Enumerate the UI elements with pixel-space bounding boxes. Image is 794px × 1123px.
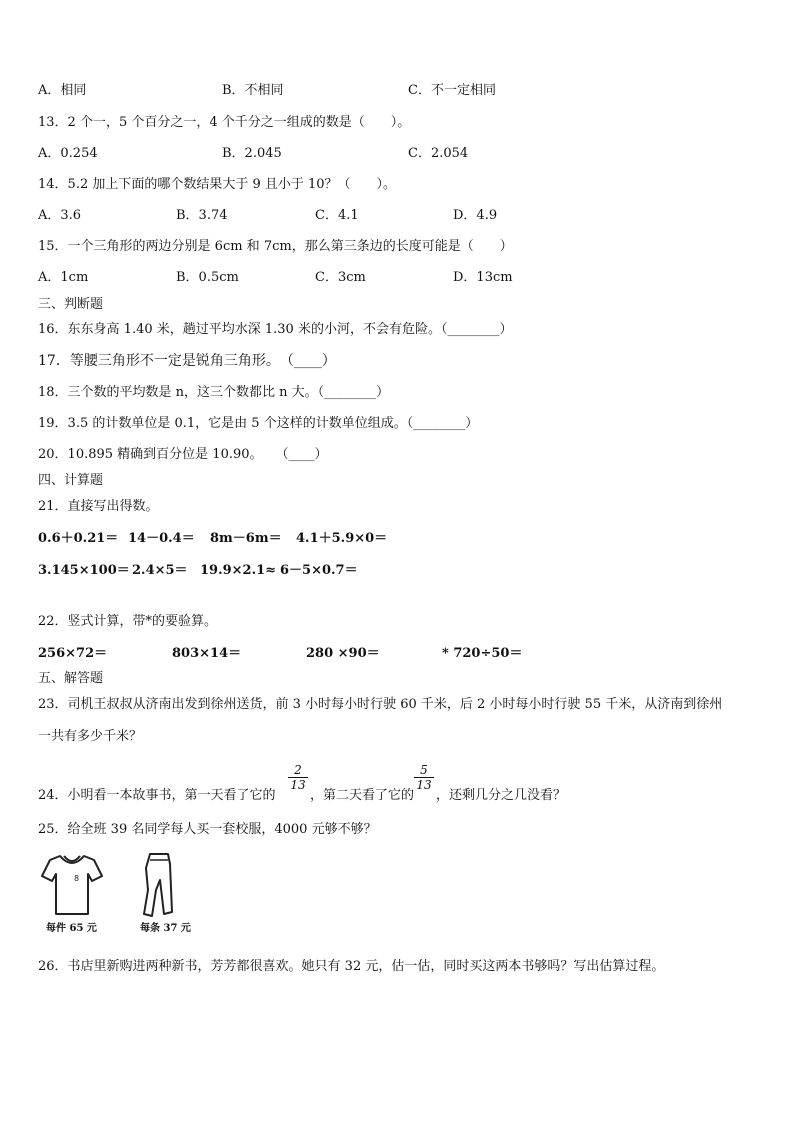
q16-statement: 16．东东身高 1.40 米，趟过平均水深 1.30 米的小河，不会有危险。（________）	[38, 322, 513, 337]
q12-option-a: A．相同	[38, 83, 87, 98]
section-4-heading: 四、计算题	[38, 473, 104, 488]
q13-question: 13．2 个一，5 个百分之一，4 个千分之一组成的数是（ ）。	[38, 115, 411, 130]
section-5-heading: 五、解答题	[38, 671, 104, 686]
q21-instruction: 21．直接写出得数。	[38, 499, 159, 514]
q14-option-a: A．3.6	[38, 208, 82, 223]
q21-expr-5: 3.145×100＝	[38, 563, 130, 578]
q23-line-1: 23．司机王叔叔从济南出发到徐州送货，前 3 小时每小时行驶 60 千米，后 2 小时每小时行驶 55 千米，从济南到徐州	[38, 697, 723, 712]
q13-option-c: C．2.054	[408, 146, 469, 161]
q12-option-b: B．不相同	[222, 83, 284, 98]
q21-expr-8: 6－5×0.7＝	[280, 563, 358, 578]
q21-expr-7: 19.9×2.1≈	[200, 563, 277, 578]
q21-expr-3: 8m－6m＝	[210, 531, 282, 546]
q14-option-c: C．4.1	[315, 208, 359, 223]
q26-question: 26．书店里新购进两种新书，芳芳都很喜欢。她只有 32 元，估一估，同时买这两本书够吗？写出估算过程。	[38, 959, 665, 974]
section-3-heading: 三、判断题	[38, 297, 104, 312]
q15-option-a: A．1cm	[38, 270, 89, 285]
q24-fraction-2	[414, 763, 434, 792]
q22-item-2: 803×14＝	[172, 646, 242, 661]
q20-statement: 20．10.895 精确到百分位是 10.90。 （____）	[38, 447, 328, 462]
q17-statement: 17．等腰三角形不一定是锐角三角形。 （____）	[38, 353, 336, 369]
q21-expr-1: 0.6＋0.21＝	[38, 531, 119, 546]
q14-option-b: B．3.74	[176, 208, 228, 223]
q22-item-1: 256×72＝	[38, 646, 108, 661]
q12-option-c: C．不一定相同	[408, 83, 496, 98]
q14-option-d: D．4.9	[453, 208, 498, 223]
q21-expr-2: 14－0.4＝	[128, 531, 195, 546]
q18-statement: 18．三个数的平均数是 n，这三个数都比 n 大。（________）	[38, 385, 390, 400]
q22-item-3: 280 ×90＝	[306, 646, 380, 661]
q23-line-2: 一共有多少千米？	[38, 729, 143, 744]
q24-fraction-1	[288, 763, 308, 792]
q22-item-4: * 720÷50＝	[442, 646, 523, 661]
q21-expr-4: 4.1＋5.9×0＝	[296, 531, 388, 546]
q15-option-b: B．0.5cm	[176, 270, 239, 285]
fraction-numerator: 5	[414, 763, 434, 778]
q24-text-2: ，第二天看了它的	[310, 788, 415, 803]
q14-question: 14．5.2 加上下面的哪个数结果大于 9 且小于 10？（ ）。	[38, 177, 397, 192]
tshirt-price-caption: 每件 65 元	[46, 923, 97, 934]
q13-option-a: A．0.254	[38, 146, 98, 161]
fraction-denominator: 13	[416, 778, 432, 792]
tshirt-icon	[40, 850, 104, 920]
q15-option-d: D．13cm	[453, 270, 513, 285]
q25-question: 25．给全班 39 名同学每人买一套校服，4000 元够不够？	[38, 822, 377, 837]
q24-text-1: 24．小明看一本故事书，第一天看了它的	[38, 788, 276, 803]
q22-instruction: 22．竖式计算，带*的要验算。	[38, 614, 218, 629]
q19-statement: 19．3.5 的计数单位是 0.1，它是由 5 个这样的计数单位组成。（________）	[38, 416, 479, 431]
pants-icon	[138, 850, 178, 920]
q21-expr-6: 2.4×5＝	[132, 563, 188, 578]
q24-text-3: ，还剩几分之几没看？	[436, 788, 567, 803]
pants-price-caption: 每条 37 元	[140, 923, 191, 934]
q15-option-c: C．3cm	[315, 270, 366, 285]
q13-option-b: B．2.045	[222, 146, 282, 161]
svg-text:8: 8	[74, 874, 80, 883]
q15-question: 15．一个三角形的两边分别是 6cm 和 7cm，那么第三条边的长度可能是（ ）	[38, 239, 513, 254]
fraction-numerator: 2	[288, 763, 308, 778]
fraction-denominator: 13	[290, 778, 306, 792]
